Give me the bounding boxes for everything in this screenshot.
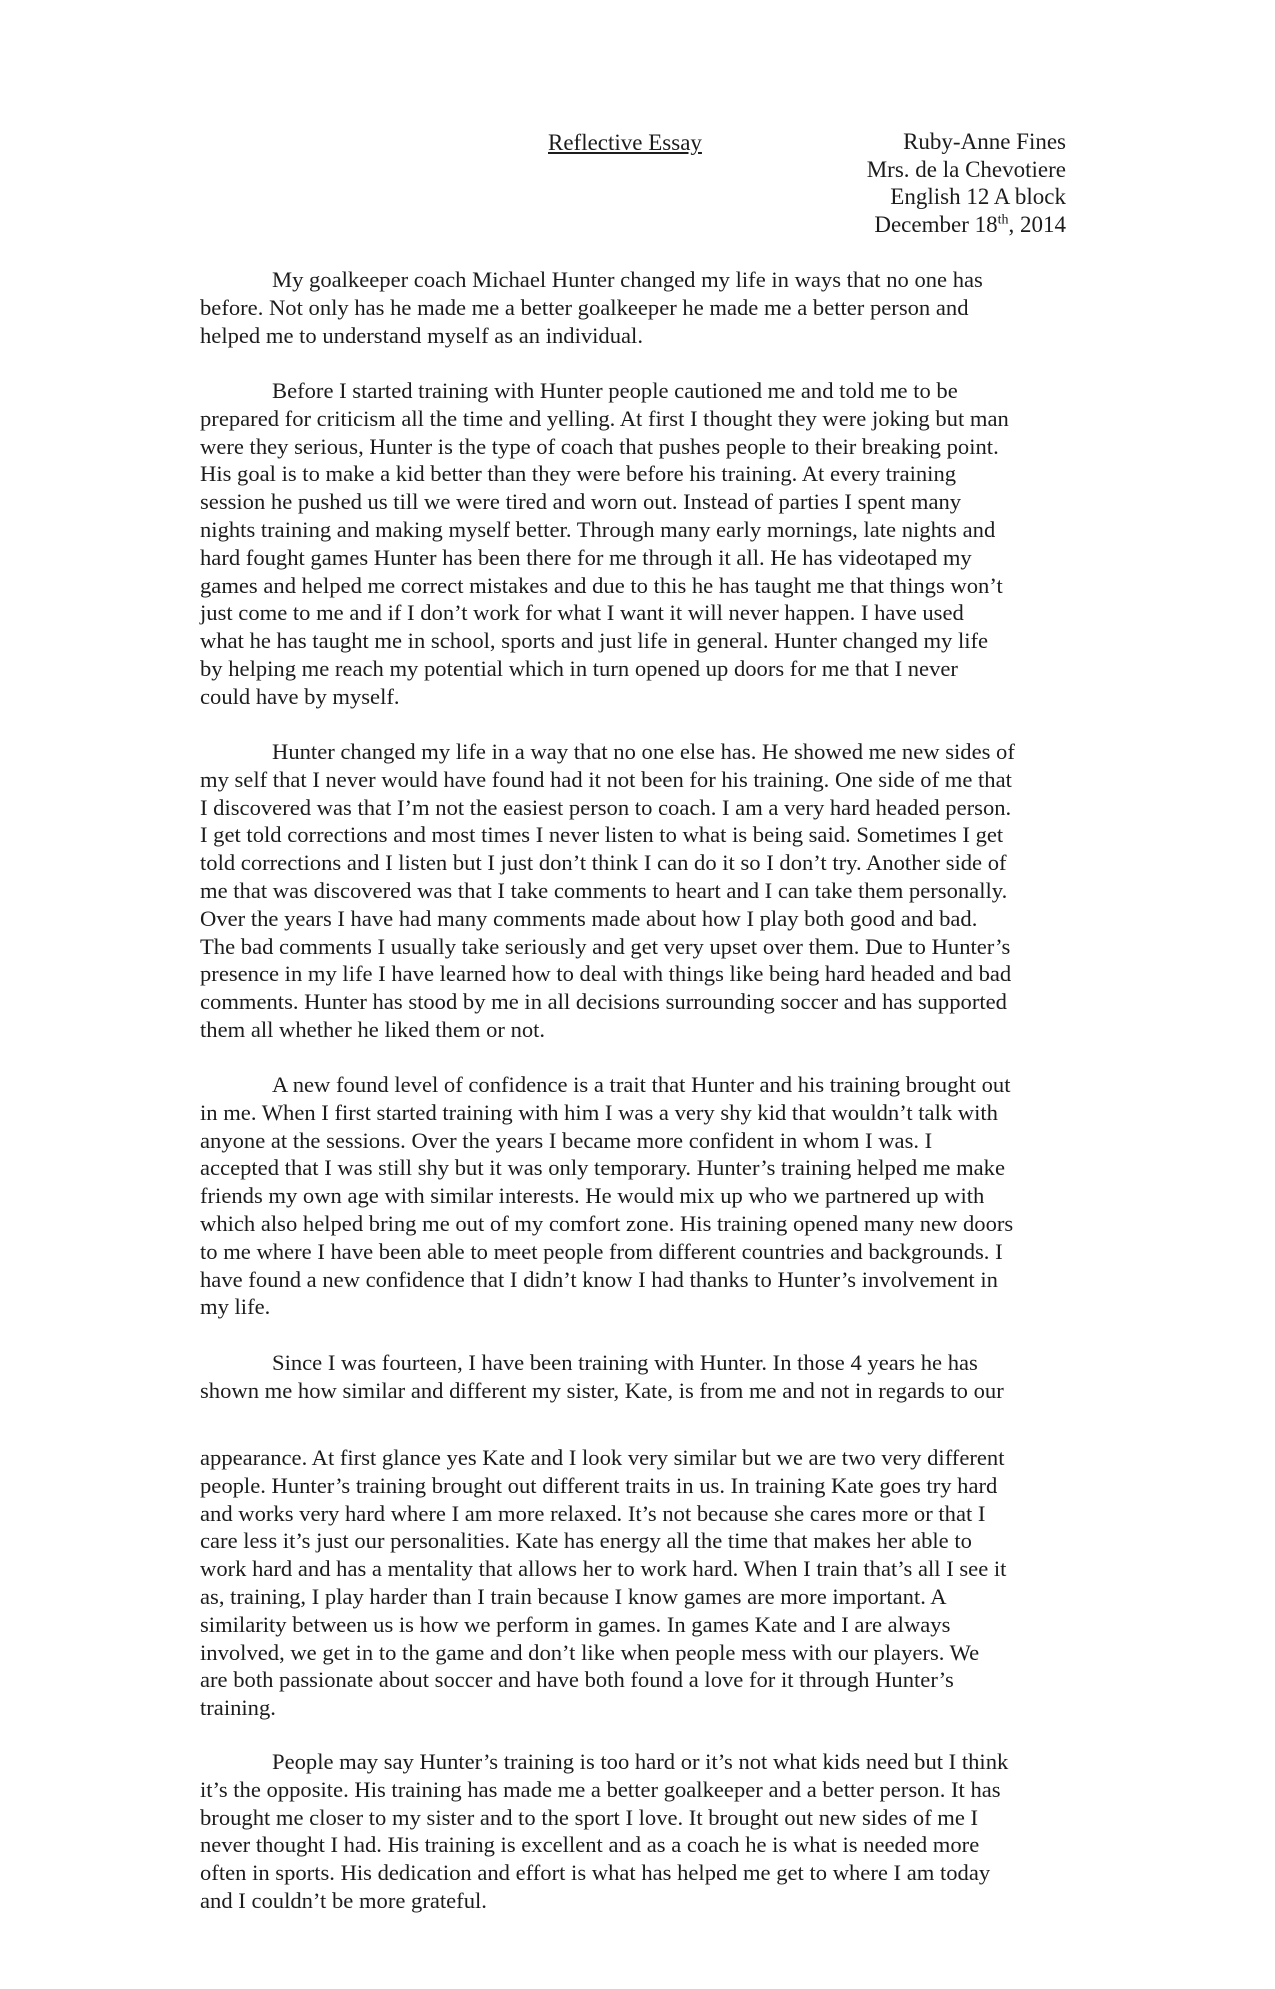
- paragraph-2: [200, 377, 1085, 711]
- paragraph-line: could have by myself.: [200, 683, 400, 709]
- essay-title: Reflective Essay: [548, 130, 702, 155]
- paragraph-line: often in sports. His dedication and effort is what has helped me get to where I am today: [200, 1860, 991, 1886]
- paragraph-line: what he has taught me in school, sports and just life in general. Hunter changed my life: [200, 628, 989, 654]
- paragraph-line: People may say Hunter’s training is too hard or it’s not what kids need but I think: [272, 1749, 1009, 1774]
- paragraph-line: session he pushed us till we were tired and worn out. Instead of parties I spent many: [200, 489, 962, 515]
- paragraph-line: by helping me reach my potential which in turn opened up doors for me that I never: [200, 655, 958, 681]
- paragraph-line: accepted that I was still shy but it was only temporary. Hunter’s training helped me make: [200, 1155, 1006, 1181]
- author-name: Ruby-Anne Fines: [903, 129, 1066, 154]
- paragraph-line: were they serious, Hunter is the type of coach that pushes people to their breaking point.: [200, 433, 999, 459]
- paragraph-7: [200, 1748, 1085, 1915]
- paragraph-line: as, training, I play harder than I train because I know games are more important. A: [200, 1583, 947, 1609]
- paragraph-line: Before I started training with Hunter people cautioned me and told me to be: [272, 378, 958, 403]
- paragraph-3: [200, 738, 1085, 1044]
- paragraph-line: The bad comments I usually take seriously and get very upset over them. Due to Hunter’s: [200, 933, 1011, 959]
- paragraph-line: work hard and has a mentality that allows her to work hard. When I train that’s all I see it: [200, 1556, 1007, 1582]
- paragraph-line: just come to me and if I don’t work for what I want it will never happen. I have used: [200, 600, 964, 626]
- paragraph-line: presence in my life I have learned how to deal with things like being hard headed and bad: [200, 961, 1012, 987]
- essay-date: [746, 211, 1066, 239]
- paragraph-line: have found a new confidence that I didn’t know I had thanks to Hunter’s involvement in: [200, 1266, 998, 1292]
- paragraph-line: which also helped bring me out of my comfort zone. His training opened many new doors: [200, 1210, 1014, 1236]
- paragraph-6: [200, 1444, 1085, 1722]
- paragraph-line: are both passionate about soccer and have both found a love for it through Hunter’s: [200, 1667, 954, 1693]
- paragraph-line: friends my own age with similar interests. He would mix up who we partnered up with: [200, 1183, 985, 1209]
- paragraph-line: it’s the opposite. His training has made me a better goalkeeper and a better person. It has: [200, 1776, 1001, 1802]
- paragraph-line: my self that I never would have found had it not been for his training. One side of me that: [200, 766, 1012, 792]
- paragraph-line: told corrections and I listen but I just don’t think I can do it so I don’t try. Another side of: [200, 850, 1007, 876]
- paragraph-line: never thought I had. His training is excellent and as a coach he is what is needed more: [200, 1832, 980, 1858]
- paragraph-line: His goal is to make a kid better than they were before his training. At every training: [200, 461, 957, 487]
- date-sup: th: [997, 211, 1009, 227]
- paragraph-line: people. Hunter’s training brought out different traits in us. In training Kate goes try hard: [200, 1472, 998, 1498]
- paragraph-line: Hunter changed my life in a way that no one else has. He showed me new sides of: [272, 739, 1015, 764]
- paragraph-line: Since I was fourteen, I have been training with Hunter. In those 4 years he has: [272, 1350, 978, 1375]
- paragraph-line: I discovered was that I’m not the easiest person to coach. I am a very hard headed person.: [200, 794, 1012, 820]
- paragraph-line: training.: [200, 1695, 276, 1721]
- paragraph-line: prepared for criticism all the time and yelling. At first I thought they were joking but man: [200, 405, 1009, 431]
- paragraph-line: me that was discovered was that I take comments to heart and I can take them personally.: [200, 877, 1008, 903]
- header-info: [746, 128, 1066, 238]
- paragraph-line: comments. Hunter has stood by me in all decisions surrounding soccer and has supported: [200, 989, 1007, 1015]
- paragraph-line: hard fought games Hunter has been there for me through it all. He has videotaped my: [200, 544, 972, 570]
- paragraph-5: [200, 1349, 1085, 1405]
- paragraph-line: I get told corrections and most times I never listen to what is being said. Sometimes I get: [200, 822, 1004, 848]
- paragraph-line: helped me to understand myself as an individual.: [200, 322, 643, 348]
- paragraph-line: A new found level of confidence is a trait that Hunter and his training brought out: [272, 1072, 1011, 1097]
- paragraph-line: anyone at the sessions. Over the years I became more confident in whom I was. I: [200, 1127, 933, 1153]
- date-suffix: , 2014: [1008, 211, 1066, 237]
- paragraph-line: in me. When I first started training with him I was a very shy kid that wouldn’t talk with: [200, 1099, 998, 1125]
- paragraph-1: [200, 266, 1085, 349]
- paragraph-line: appearance. At first glance yes Kate and I look very similar but we are two very different: [200, 1445, 1005, 1470]
- teacher-name: Mrs. de la Chevotiere: [866, 156, 1066, 182]
- paragraph-line: games and helped me correct mistakes and due to this he has taught me that things won’t: [200, 572, 1003, 598]
- paragraph-line: nights training and making myself better. Through many early mornings, late nights and: [200, 516, 996, 542]
- paragraph-line: them all whether he liked them or not.: [200, 1016, 546, 1042]
- paragraph-line: Over the years I have had many comments made about how I play both good and bad.: [200, 905, 978, 931]
- paragraph-line: My goalkeeper coach Michael Hunter changed my life in ways that no one has: [272, 267, 983, 292]
- paragraph-line: involved, we get in to the game and don’t like when people mess with our players. We: [200, 1639, 980, 1665]
- paragraph-line: and I couldn’t be more grateful.: [200, 1887, 487, 1913]
- paragraph-line: and works very hard where I am more relaxed. It’s not because she cares more or that I: [200, 1500, 986, 1526]
- paragraph-line: similarity between us is how we perform in games. In games Kate and I are always: [200, 1611, 951, 1637]
- paragraph-line: shown me how similar and different my sister, Kate, is from me and not in regards to our: [200, 1377, 1004, 1403]
- paragraph-line: my life.: [200, 1294, 271, 1320]
- paragraph-line: to me where I have been able to meet people from different countries and backgrounds. I: [200, 1238, 1003, 1264]
- paragraph-line: before. Not only has he made me a better goalkeeper he made me a better person and: [200, 294, 969, 320]
- paragraph-line: care less it’s just our personalities. Kate has energy all the time that makes her able to: [200, 1528, 972, 1554]
- date-prefix: December 18: [874, 211, 998, 237]
- paragraph-4: [200, 1071, 1085, 1321]
- paragraph-line: brought me closer to my sister and to the sport I love. It brought out new sides of me I: [200, 1804, 979, 1830]
- course-name: English 12 A block: [890, 184, 1066, 209]
